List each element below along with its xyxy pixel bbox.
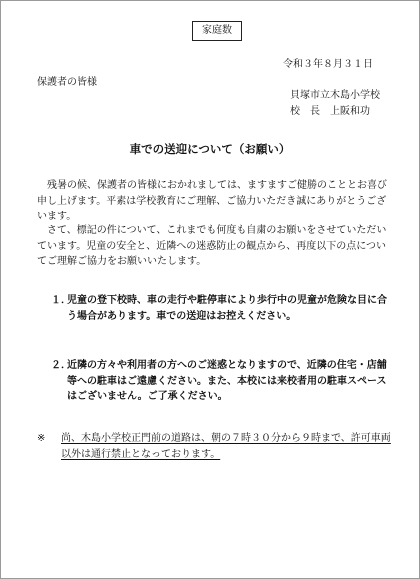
request-paragraph: さて、標記の件について、これまでも何度も自粛のお願いをさせていただいています。児童の安全と、近隣への迷惑防止の観点から、再度以下の点についてご理解ご協力をお願いいたします。	[37, 225, 387, 267]
request-item	[51, 293, 391, 324]
issue-date: 令和３年８月３１日	[283, 59, 373, 70]
sender-principal: 校 長 上阪和功	[290, 106, 370, 117]
request-item	[51, 358, 391, 405]
item-number: ２．	[51, 360, 71, 371]
note-text: 尚、木島小学校正門前の道路は、朝の７時３０分から９時まで、許可車両以外は通行禁止となっております。	[61, 433, 391, 460]
traffic-note	[37, 431, 393, 462]
distribution-label-box: 家庭数	[192, 21, 242, 41]
greeting-paragraph: 残暑の候、保護者の皆様におかれましては、ますますご健勝のこととお喜び申し上げます。平素は学校教育にご理解、ご協力いただき誠にありがとうございます。	[37, 180, 387, 222]
document-title: 車での送迎について（お願い）	[129, 142, 291, 156]
item-number: １．	[51, 295, 71, 306]
sender-school: 貝塚市立木島小学校	[290, 90, 380, 101]
item-text: 近隣の方々や利用者の方へのご迷惑となりますので、近隣の住宅・店舗等への駐車はご遠慮ください。また、本校には来校者用の駐車スペースはございません。ご了承ください。	[67, 360, 387, 402]
recipient: 保護者の皆様	[37, 77, 97, 88]
note-mark: ※	[37, 433, 46, 444]
item-text: 児童の登下校時、車の走行や駐停車により歩行中の児童が危険な目に合う場合があります。車での送迎はお控えください。	[67, 295, 387, 322]
